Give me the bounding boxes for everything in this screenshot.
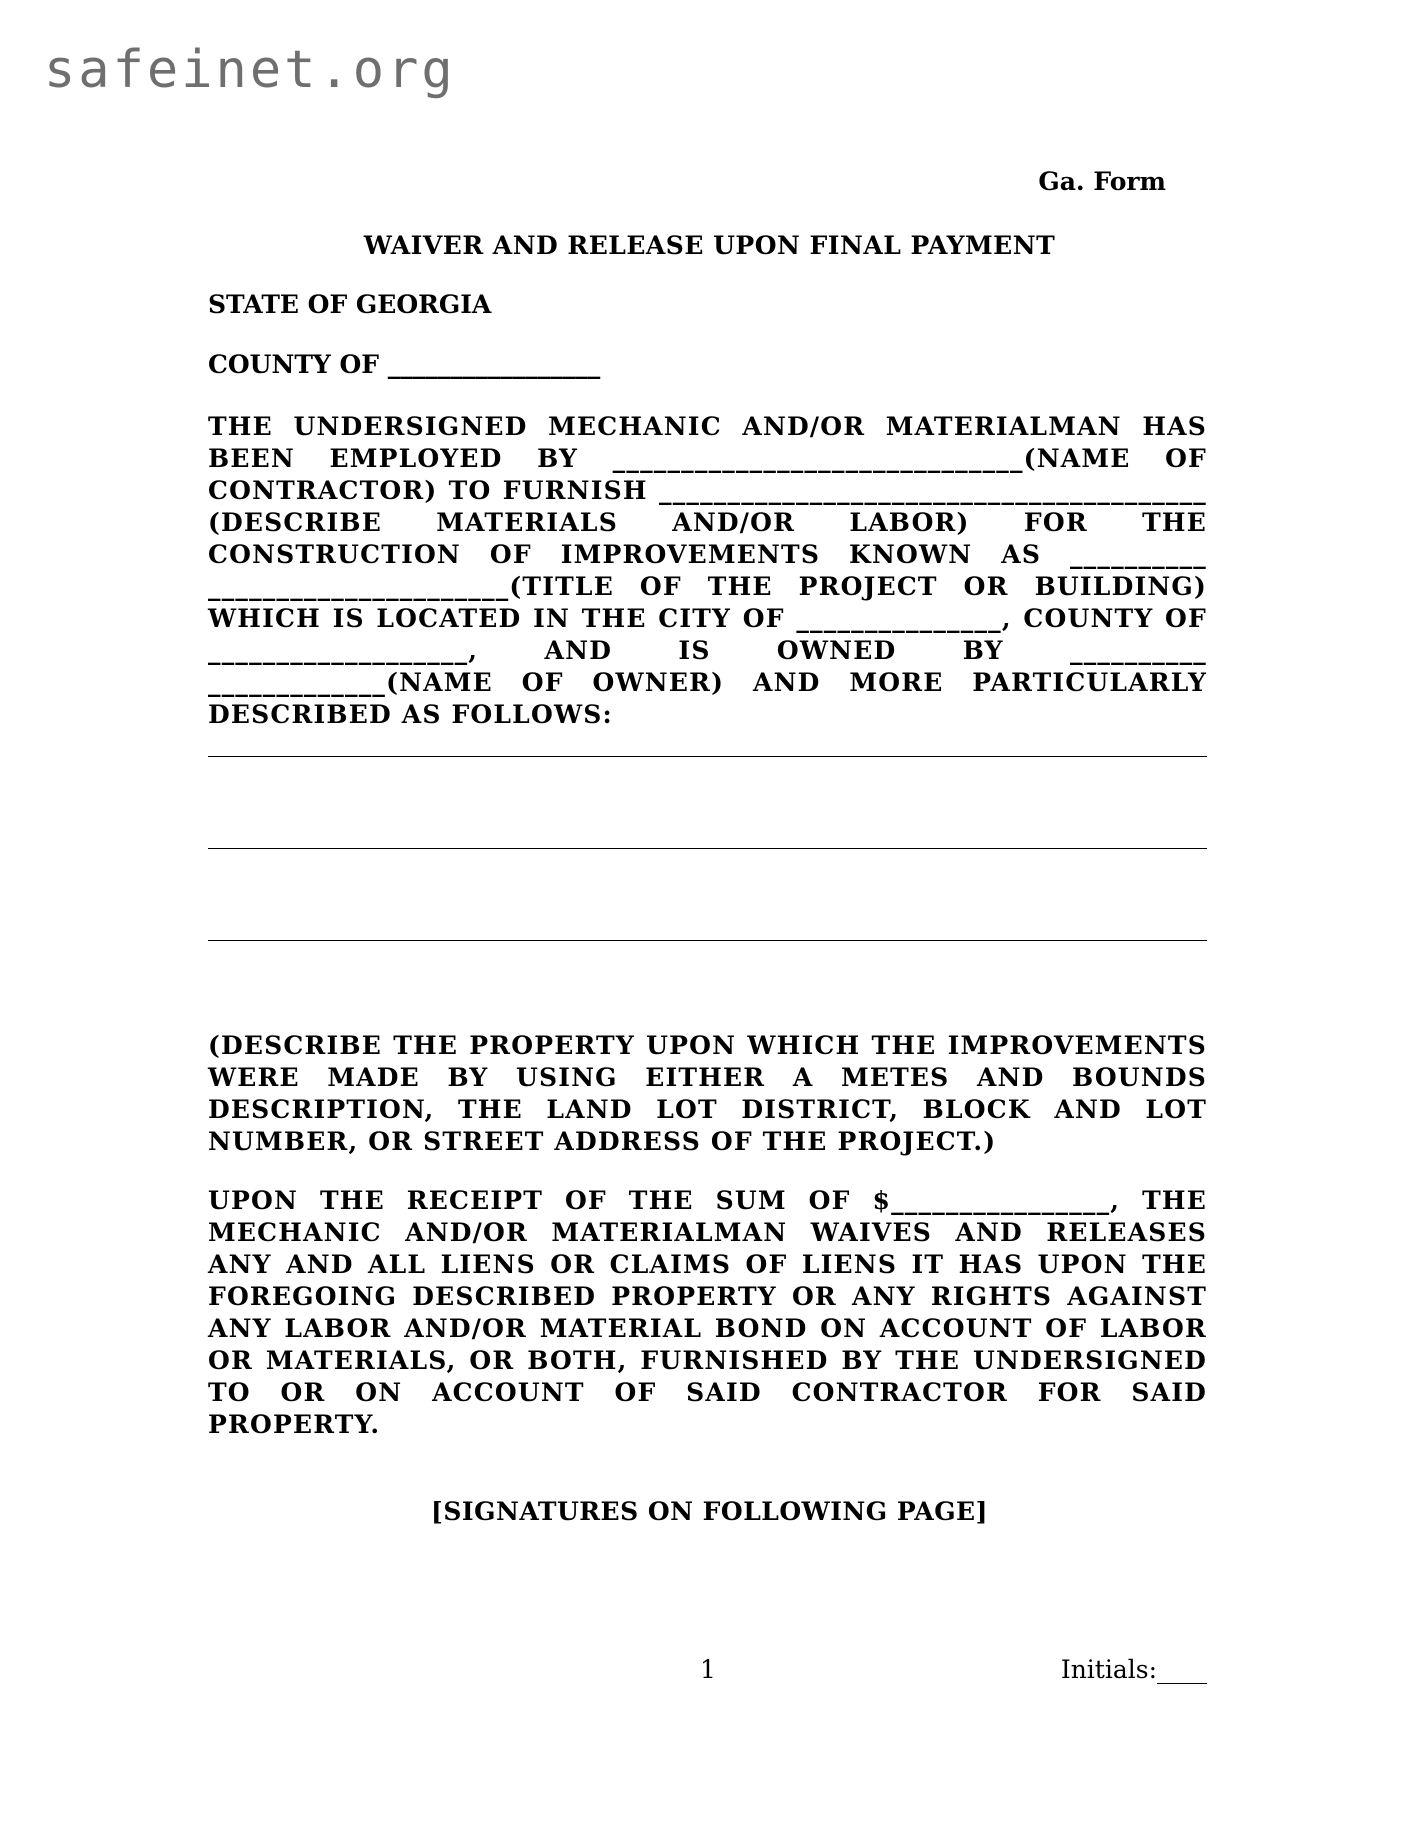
watermark: safeinet.org	[44, 40, 456, 100]
signatures-note: [SIGNATURES ON FOLLOWING PAGE]	[431, 1497, 988, 1526]
waiver-paragraph: UPON THE RECEIPT OF THE SUM OF $________________, THE MECHANIC AND/OR MATERIALMAN WAIVES AND RELEASES ANY AND ALL LIENS OR CLAIMS OF LIENS IT HAS UPON THE FOREGOING DESCRIBED PROPERTY OR ANY RIGHTS AGAINST ANY LABOR AND/OR MATERIAL BOND ON ACCOUNT OF LABOR OR MATERIALS, OR BOTH, FURNISHED BY THE UNDERSIGNED TO OR ON ACCOUNT OF SAID CONTRACTOR FOR SAID PROPERTY.	[208, 1186, 1207, 1439]
employment-paragraph: THE UNDERSIGNED MECHANIC AND/OR MATERIALMAN HAS BEEN EMPLOYED BY ______________________________(NAME OF CONTRACTOR) TO FURNISH ________________________________________ (DESCRIBE MATERIALS AND/OR LABOR) FOR THE CONSTRUCTION OF IMPROVEMENTS KNOWN AS __________ ______________________(TITLE OF THE PROJECT OR BUILDING) WHICH IS LOCATED IN THE CITY OF _______________, COUNTY OF ___________________, AND IS OWNED BY __________ _____________(NAME OF OWNER) AND MORE PARTICULARLY DESCRIBED AS FOLLOWS:	[208, 412, 1207, 729]
document-title: WAIVER AND RELEASE UPON FINAL PAYMENT	[363, 231, 1056, 260]
description-line-3[interactable]	[208, 940, 1207, 941]
county-line: COUNTY OF _________________	[208, 350, 601, 379]
initials-field[interactable]: Initials:____	[1060, 1655, 1207, 1684]
description-line-2[interactable]	[208, 848, 1207, 849]
form-label: Ga. Form	[1038, 167, 1166, 196]
page-number: 1	[700, 1655, 716, 1684]
property-description-instruction: (DESCRIBE THE PROPERTY UPON WHICH THE IMPROVEMENTS WERE MADE BY USING EITHER A METES AND BOUNDS DESCRIPTION, THE LAND LOT DISTRICT, BLOCK AND LOT NUMBER, OR STREET ADDRESS OF THE PROJECT.)	[208, 1031, 1207, 1156]
description-line-1[interactable]	[208, 756, 1207, 757]
state-line: STATE OF GEORGIA	[208, 290, 492, 319]
